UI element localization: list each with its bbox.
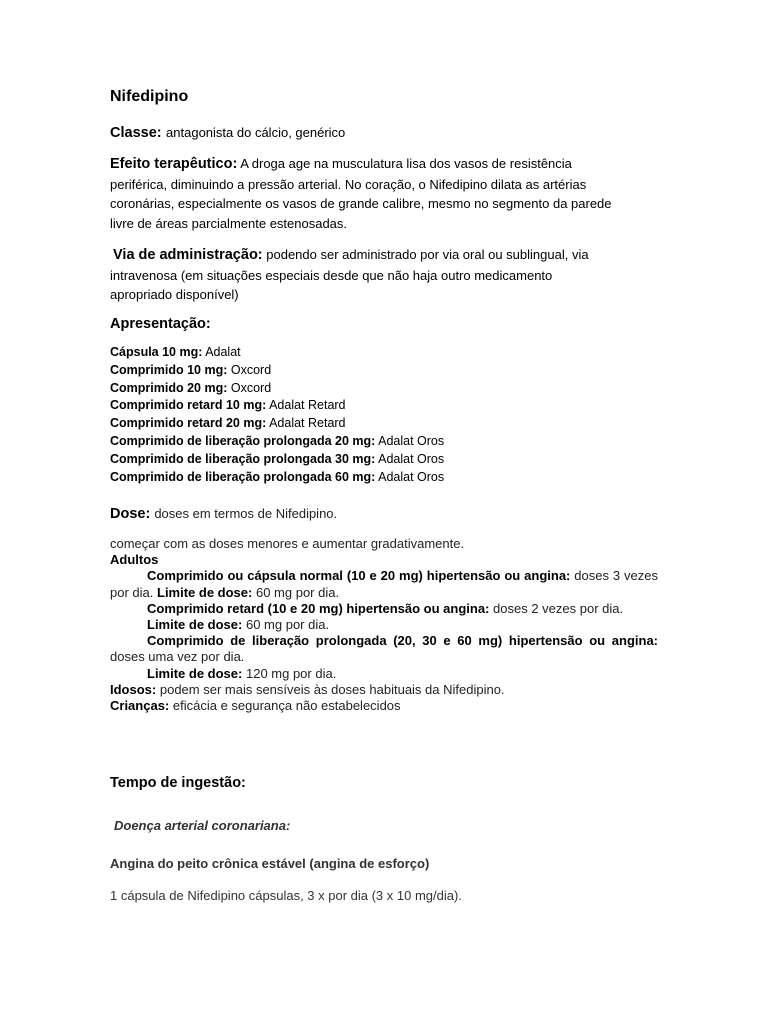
dose-label: Dose: <box>110 506 151 522</box>
tempo-label: Tempo de ingestão: <box>110 775 246 791</box>
efeito-line-4: livre de áreas parcialmente estenosadas. <box>110 215 348 231</box>
via-line-3: apropriado disponível) <box>110 287 239 302</box>
list-item: Comprimido retard 20 mg: Adalat Retard <box>110 416 346 431</box>
doenca-subheading: Doença arterial coronariana: <box>114 818 291 833</box>
dose-heading <box>110 506 337 522</box>
dose-text: doses em termos de Nifedipino. <box>154 506 338 521</box>
list-item: Comprimido 10 mg: Oxcord <box>110 362 272 377</box>
angina-subheading: Angina do peito crônica estável (angina de esforço) <box>110 856 430 871</box>
efeito-line-1: A droga age na musculatura lisa dos vasos de resistência <box>240 156 572 171</box>
via-paragraph <box>110 245 661 305</box>
page-title: Nifedipino <box>110 88 189 105</box>
efeito-line-2: periférica, diminuindo a pressão arterial. No coração, o Nifedipino dilata as artérias <box>110 176 587 192</box>
list-item: Cápsula 10 mg: Adalat <box>110 345 241 359</box>
via-line-1: podendo ser administrado por via oral ou sublingual, via <box>266 247 589 262</box>
apresentacao-label: Apresentação: <box>110 316 211 332</box>
adultos-heading: Adultos <box>110 552 159 568</box>
via-line-2: intravenosa (em situações especiais desde que não haja outro medicamento <box>110 267 553 283</box>
efeito-line-3: coronárias, especialmente os vasos de grande calibre, mesmo no segmento da parede <box>110 196 612 211</box>
efeito-label: Efeito terapêutico: <box>110 156 238 172</box>
list-item: Comprimido 20 mg: Oxcord <box>110 380 272 395</box>
classe-line <box>110 124 345 142</box>
dose-idosos: Idosos: podem ser mais sensíveis às doses habituais da Nifedipino. <box>110 681 505 697</box>
list-item: Comprimido de liberação prolongada 20 mg: Adalat Oros <box>110 433 445 448</box>
dose-retard-limit: Limite de dose: 60 mg por dia. <box>147 617 330 633</box>
list-item: Comprimido de liberação prolongada 60 mg: Adalat Oros <box>110 469 445 484</box>
dose-retard: Comprimido retard (10 e 20 mg) hipertensão ou angina: doses 2 vezes por dia. <box>147 600 624 616</box>
efeito-paragraph <box>110 154 658 233</box>
dose-details <box>110 536 658 714</box>
dose-criancas: Crianças: eficácia e segurança não estabelecidos <box>110 698 401 714</box>
posologia-text: 1 cápsula de Nifedipino cápsulas, 3 x por dia (3 x 10 mg/dia). <box>110 888 462 903</box>
dose-prolongada-limit: Limite de dose: 120 mg por dia. <box>147 665 337 681</box>
list-item: Comprimido de liberação prolongada 30 mg: Adalat Oros <box>110 451 445 466</box>
list-item: Comprimido retard 10 mg: Adalat Retard <box>110 398 346 413</box>
dose-normal: Comprimido ou cápsula normal (10 e 20 mg) hipertensão ou angina: doses 3 vezes por dia. Limite de dose: 60 mg por dia. <box>110 568 658 600</box>
via-label: Via de administração: <box>113 247 263 263</box>
dose-intro: começar com as doses menores e aumentar gradativamente. <box>110 536 465 551</box>
classe-text: antagonista do cálcio, genérico <box>166 125 346 140</box>
dose-prolongada: Comprimido de liberação prolongada (20, 30 e 60 mg) hipertensão ou angina: doses uma vez por dia. <box>110 633 658 665</box>
apresentacao-list <box>110 344 444 486</box>
classe-label: Classe: <box>110 125 162 141</box>
